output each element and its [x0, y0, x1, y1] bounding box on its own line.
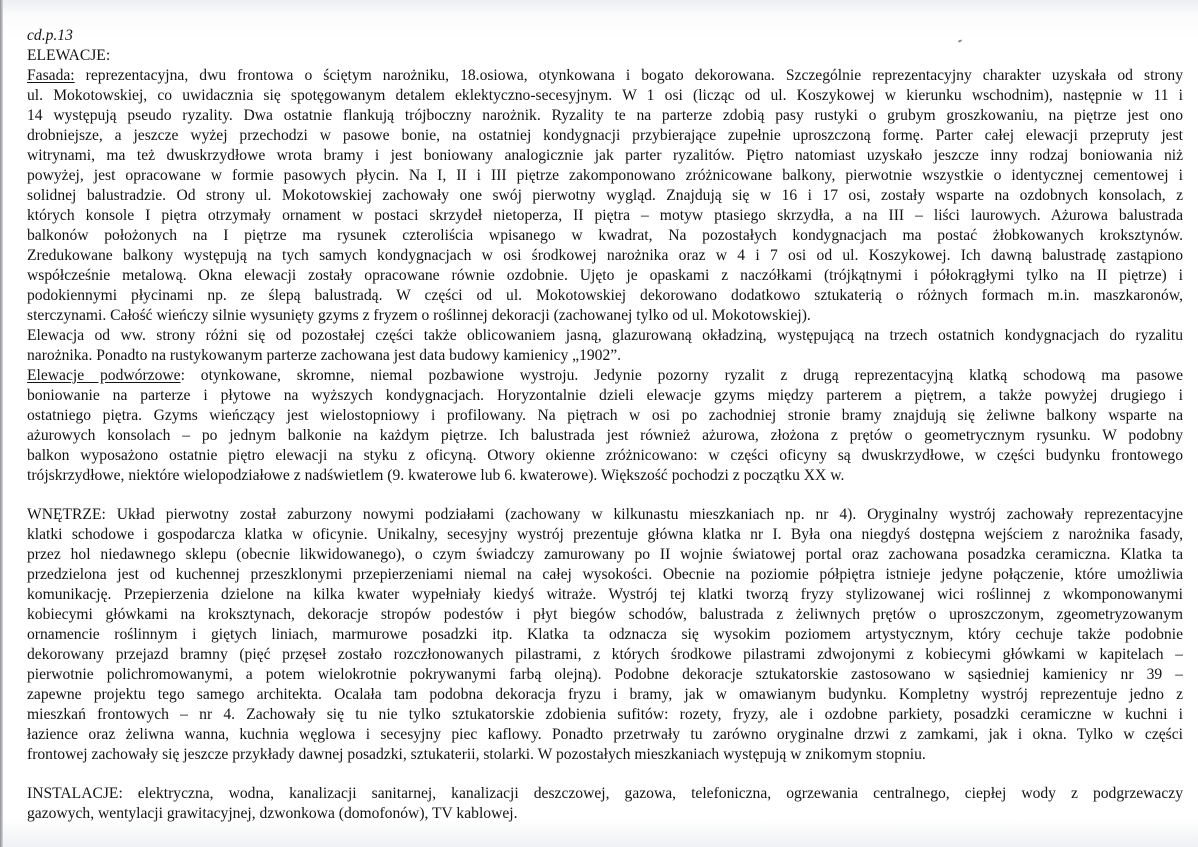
fasada-label: Fasada: [27, 67, 75, 84]
text-line: klatki schodowe i gospodarcza klatka w oficynie. Unikalny, secesyjny wystrój prezentuje główna klatka nr I. Była ona niegdyś dostępna wejściem z narożnika fasady, [27, 526, 1183, 543]
text-line: witrynami, ma też dwuskrzydłowe wrota bramy i jest boniowany analogicznie jak parter ryzalitów. Piętro natomiast uzyskało jeszcze inny rodzaj boniowania niż [27, 147, 1183, 164]
page-reference: cd.p.13 [27, 27, 73, 44]
text-line: gazowych, wentylacji grawitacyjnej, dzwonkowa (domofonów), TV kablowej. [27, 805, 518, 822]
text-line: drobniejsze, a jeszcze wyżej przechodzi w pasowe bonie, na ostatniej kondygnacji przybierające zupełnie uproszczoną formę. Parter całej elewacji przepruty jest [27, 127, 1183, 144]
text-line: balkon wyposażono ostatnie piętro elewacji na styku z oficyną. Otwory okienne zróżnicowano: w części oficyny są dwuskrzydłowe, w części budynku frontowego [27, 447, 1183, 464]
text-line: solidnej balustradzie. Od strony ul. Mokotowskiej zachowały one swój pierwotny wygląd. Znajdują się w 16 i 17 osi, zostały wsparte na ozdobnych konsolach, z [27, 187, 1183, 204]
text-line: kobiecymi główkami na kroksztynach, dekoracje stropów podestów i płyt biegów schodów, balustrada z żeliwnych prętów o uproszczonym, zgeometryzowanym [27, 606, 1183, 623]
paragraph-instalacje [27, 784, 1183, 824]
text-line: których konsole I piętra otrzymały ornament w postaci skrzydeł nietoperza, II piętra – motyw ptasiego skrzydła, a na III – liści laurowych. Ażurowa balustrada [27, 207, 1183, 224]
paragraph-gap [27, 765, 1183, 784]
section-heading-elewacje: ELEWACJE: [27, 47, 111, 64]
text-line: Zredukowane balkony występują na tych samych kondygnacjach w osi środkowej narożnika oraz w 4 i 7 osi od ul. Koszykowej. Ich dawną balustradę zastąpiono [27, 247, 1183, 264]
text-line: balkonów położonych na I piętrze ma rysunek czteroliścia wpisanego w kwadrat, Na pozostałych kondygnacjach ma postać żłobkowanych kroksztynów. [27, 227, 1183, 244]
text-line: Fasada: reprezentacyjna, dwu frontowa o ściętym narożniku, 18.osiowa, otynkowana i bogato dekorowana. Szczególnie reprezentacyjny charakter uzyskała od strony [27, 67, 1183, 84]
text-line: frontowej zachowały się jeszcze przykłady dawnej posadzki, sztukaterii, stolarki. W pozostałych mieszkaniach występują w znikomym stopniu. [27, 746, 926, 763]
text-line: pierwotnie polichromowanymi, a potem wielokrotnie pokrywanymi farbą olejną). Podobne dekoracje sztukatorskie zastosowano w sąsiedniej kamienicy nr 39 – [27, 666, 1183, 683]
text-line: przez hol niedawnego sklepu (obecnie likwidowanego), o czym świadczy zamurowany po II wojnie światowej portal oraz zachowana posadzka ceramiczna. Klatka ta [27, 546, 1183, 563]
text-line: podokiennymi płycinami np. ze ślepą balustradą. W części od ul. Mokotowskiej dekorowano dodatkowo sztukaterią o różnych formach m.in. maszkaronów, [27, 287, 1183, 304]
text-line: WNĘTRZE: Układ pierwotny został zaburzony nowymi podziałami (zachowany w kilkunastu mieszkaniach np. nr 4). Oryginalny wystrój zachowały reprezentacyjne [27, 506, 1183, 523]
text-line: łazience oraz żeliwna wanna, kuchnia węglowa i secesyjny piec kaflowy. Ponadto przetrwały tu zarówno oryginalne drzwi z zamkami, jak i okna. Tylko w części [27, 726, 1183, 743]
podworzowe-label: Elewacje podwórzowe [27, 367, 181, 384]
text-line: ażurowych konsolach – po jednym balkonie na każdym piętrze. Ich balustrada jest również ażurowa, złożona z prętów o geometrycznym rysunku. W podobny [27, 427, 1183, 444]
text-line: komunikację. Przepierzenia dzielone na kilka kwater wypełniały kiedyś witraże. Wystrój tej klatki tworzą fryzy stylizowanej wici roślinnej z wkomponowanymi [27, 586, 1183, 603]
text-line: ostatniego piętra. Gzyms wieńczący jest wielostopniowy i profilowany. Na piętrach w osi po zachodniej stronie bramy znajdują się żeliwne balkony wsparte na [27, 407, 1183, 424]
text-line: trójskrzydłowe, niektóre wielopodziałowe z nadświetlem (9. kwaterowe lub 6. kwaterowe). Większość pochodzi z początku XX w. [27, 467, 845, 484]
text-line: zapewne projektu tego samego architekta. Ocalała tam podobna dekoracja fryzu i bramy, jak w omawianym budynku. Kompletny wystrój reprezentuje jedno z [27, 686, 1183, 703]
paragraph-gap [27, 486, 1183, 505]
text-line: ul. Mokotowskiej, co uwidacznia się spotęgowanym detalem eklektyczno-secesyjnym. W 1 osi (licząc od ul. Koszykowej w kierunku wschodnim), następnie w 11 i [27, 87, 1183, 104]
text-line: INSTALACJE: elektryczna, wodna, kanalizacji sanitarnej, kanalizacji deszczowej, gazowa, telefoniczna, ogrzewania centralnego, ciepłej wody z podgrzewaczy [27, 785, 1183, 802]
text-line: dekorowany przejazd bramny (pięć przęseł zostało rozczłonowanych pilastrami, z których środkowe pilastrami zdwojonymi z kobiecymi główkami w kapitelach – [27, 646, 1183, 663]
paragraph-fasada [27, 66, 1183, 366]
document-body [27, 26, 1183, 824]
text-line: sterczynami. Całość wieńczy silnie wysunięty gzyms z fryzem o roślinnej dekoracji (zachowanej tylko od ul. Mokotowskiej). [27, 307, 811, 324]
paragraph-wnetrze [27, 505, 1183, 765]
text-line: przedzielona jest od kuchennej przeszklonymi przepierzeniami niemal na całej wysokości. Obecnie na poziomie półpiętra istnieje jedyne połączenie, które umożliwia [27, 566, 1183, 583]
paragraph-elewacje-podworzowe [27, 366, 1183, 486]
text-line: Elewacja od ww. strony różni się od pozostałej części także oblicowaniem jasną, glazurowaną okładziną, występującą na trzech ostatnich kondygnacjach do ryzalitu [27, 327, 1183, 344]
text-line: mieszkań frontowych – nr 4. Zachowały się tu nie tylko sztukatorskie zdobienia sufitów: rozety, fryzy, ale i ozdobne parkiety, posadzki ceramiczne w kuchni i [27, 706, 1183, 723]
text-line: ornamencie roślinnym i giętych liniach, marmurowe posadzki itp. Klatka ta odznacza się wysokim poziomem artystycznym, który cechuje także podobnie [27, 626, 1183, 643]
text-line: narożnika. Ponadto na rustykowanym parterze zachowana jest data budowy kamienicy „1902”. [27, 347, 622, 364]
text-line: powyżej, jest opracowane w formie pasowych płycin. Na I, II i III piętrze zakomponowano zróżnicowane balkony, pierwotnie wszystkie o identycznej cementowej i [27, 167, 1183, 184]
text-line: boniowanie na parterze i płytowe na wyższych kondygnacjach. Horyzontalnie dzieli elewacje gzyms między parterem a piętrem, a także powyżej drugiego i [27, 387, 1183, 404]
text-line: Elewacje podwórzowe: otynkowane, skromne, niemal pozbawione wystroju. Jedynie pozorny ryzalit z drugą reprezentacyjną klatką schodową ma pasowe [27, 367, 1183, 384]
text-line: 14 występują pseudo ryzality. Dwa ostatnie flankują trójboczny narożnik. Ryzality te na parterze zdobią pasy rustyki o grubym groszkowaniu, na piętrze jest ono [27, 107, 1183, 124]
text-line: współcześnie metalową. Okna elewacji zostały opracowane równie ozdobnie. Ujęto je opaskami z naczółkami (trójkątnymi i półokrągłymi tylko na II piętrze) i [27, 267, 1183, 284]
